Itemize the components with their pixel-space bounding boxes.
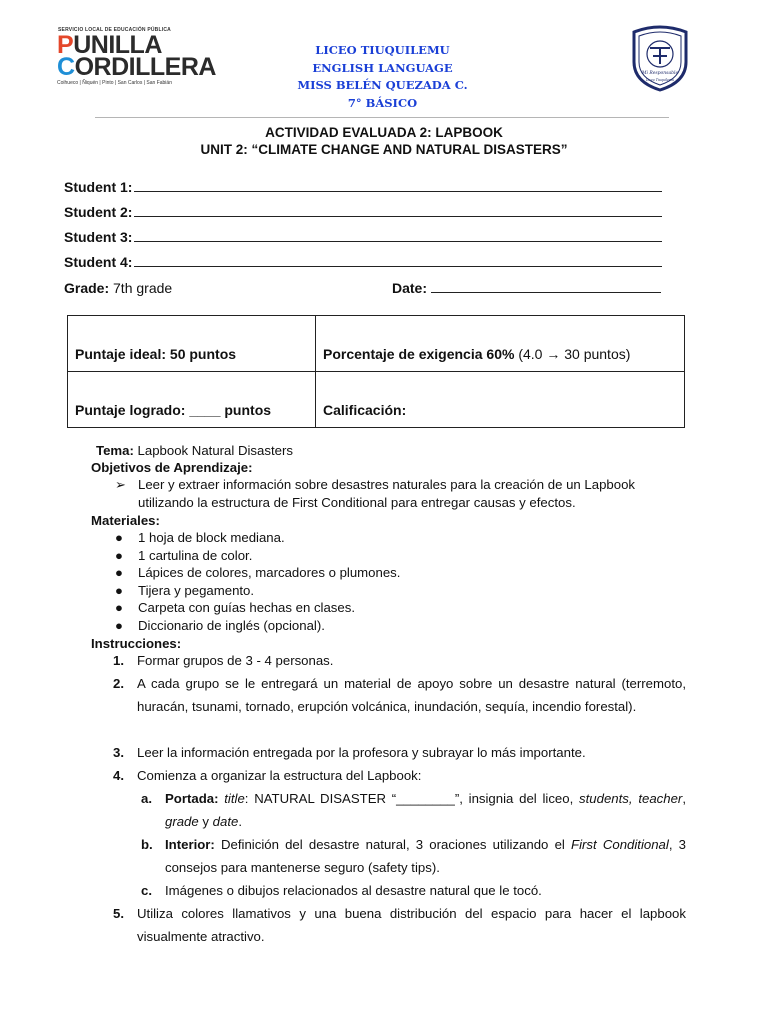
student-3-row	[64, 228, 662, 246]
y-word: y	[198, 813, 213, 829]
sub-text: Imágenes o dibujos relacionados al desastre natural que le tocó.	[165, 883, 542, 898]
portada-text: : NATURAL DISASTER “________”, insignia del liceo,	[244, 791, 580, 806]
logo-letter: L	[149, 53, 165, 81]
logo-letter: L	[129, 31, 145, 59]
ideal-score: Puntaje ideal: 50 puntos	[75, 345, 237, 362]
grade-value: 7th grade	[113, 280, 173, 296]
objetivos-item	[115, 476, 695, 512]
logo-letter: R	[180, 53, 199, 81]
instruction-text: A cada grupo se le entregará un material de apoyo sobre un desastre natural (terremoto, huracán, tsunami, tornado, erupción volcánica, inundación, sequía, incendio forestal).	[137, 676, 686, 714]
logo-letter: I	[128, 53, 136, 81]
material-text: 1 cartulina de color.	[138, 547, 253, 563]
teacher-name: MISS BELÉN QUEZADA C.	[297, 78, 468, 92]
logo-cordillera	[57, 55, 216, 79]
student-1-field[interactable]	[134, 179, 662, 192]
instruction-text: Leer la información entregada por la profesora y subrayar lo más importante.	[137, 745, 586, 760]
instruction-4b	[141, 834, 686, 880]
instruction-3	[113, 742, 686, 765]
material-text: Carpeta con guías hechas en clases.	[138, 600, 355, 615]
comma: ,	[682, 791, 686, 806]
objetivos-label: Objetivos de Aprendizaje:	[91, 460, 253, 475]
logo-letter: R	[93, 53, 112, 81]
score-table	[67, 315, 685, 428]
sub-number: a.	[141, 791, 152, 806]
achieved-score: Puntaje logrado: ____ puntos	[75, 401, 272, 418]
logo-letter: I	[108, 31, 115, 59]
title-word: title	[224, 791, 245, 806]
calificacion-label: Calificación:	[323, 401, 407, 418]
logo-letter: O	[74, 53, 94, 81]
sub-text	[165, 788, 686, 833]
grade-mark-cell[interactable]	[316, 372, 685, 428]
exigency-cell	[316, 316, 685, 372]
sub-text	[165, 834, 686, 879]
instruction-4c	[141, 880, 686, 903]
arrow-bullet-icon: ➢	[115, 477, 127, 492]
student-2-label: Student 2:	[64, 204, 133, 220]
instruction-1	[113, 650, 686, 673]
instruction-text: Utiliza colores llamativos y una buena distribución del espacio para hacer el lapbook visualmente atractivo.	[137, 906, 686, 944]
instruction-text: Formar grupos de 3 - 4 personas.	[137, 653, 334, 668]
instruction-number: 3.	[113, 745, 124, 760]
list-item	[109, 547, 689, 565]
date-word: date	[212, 813, 239, 829]
logo-agency-line: SERVICIO LOCAL DE EDUCACIÓN PÚBLICA	[58, 27, 171, 33]
student-3-field[interactable]	[134, 229, 662, 242]
logo-letter: C	[57, 53, 75, 81]
tema-value: Lapbook Natural Disasters	[133, 443, 293, 458]
school-header	[250, 42, 515, 112]
instruction-number: 4.	[113, 768, 124, 783]
material-text: 1 hoja de block mediana.	[138, 530, 285, 545]
student-2-field[interactable]	[134, 204, 662, 217]
material-text: Lápices de colores, marcadores o plumones.	[138, 565, 401, 580]
list-item	[109, 599, 689, 617]
exigency-detail: (4.0 → 30 puntos)	[514, 345, 631, 362]
logo-letter: L	[135, 53, 150, 81]
subject-name: ENGLISH LANGUAGE	[312, 60, 453, 75]
logo-letter: A	[144, 31, 162, 59]
student-4-row	[64, 253, 662, 271]
exigency-label: Porcentaje de exigencia 60%	[323, 345, 515, 362]
student-4-label: Student 4:	[64, 254, 133, 270]
logo-letter: N	[90, 31, 109, 59]
crest-motto: Mi Responsable	[641, 71, 679, 76]
sub-number: b.	[141, 837, 153, 852]
materiales-list	[109, 529, 689, 637]
list-item	[109, 582, 689, 600]
material-text: Diccionario de inglés (opcional).	[138, 617, 325, 633]
bullet-icon: ●	[115, 617, 123, 633]
date-field[interactable]	[431, 280, 661, 293]
students-word: students,	[579, 791, 633, 806]
sub-number: c.	[141, 883, 152, 898]
objetivos-line-1: Leer y extraer información sobre desastres naturales para la creación de un Lapbook	[138, 477, 636, 492]
activity-title: ACTIVIDAD EVALUADA 2: LAPBOOK	[265, 125, 503, 140]
grade-level: 7° BÁSICO	[347, 95, 418, 110]
student-1-row	[64, 178, 662, 196]
objetivos-line-2: utilizando la estructura de First Conditional para entregar causas y efectos.	[138, 494, 576, 510]
material-text: Tijera y pegamento.	[138, 582, 255, 598]
instruction-4	[113, 765, 686, 788]
student-3-label: Student 3:	[64, 229, 133, 245]
ideal-score-cell	[68, 316, 316, 372]
school-crest-icon	[628, 24, 692, 92]
instrucciones-label: Instrucciones:	[91, 636, 182, 651]
logo-letter: P	[57, 31, 74, 59]
tema-line	[96, 442, 293, 460]
instruction-text: Comienza a organizar la estructura del Lapbook:	[137, 768, 422, 783]
instruction-5	[113, 903, 686, 949]
logo-communes: Coihueco | Ñiquén | Pinto | San Carlos | San Fabián	[57, 80, 172, 86]
school-name: LICEO TIUQUILEMU	[315, 43, 450, 57]
student-2-row	[64, 203, 662, 221]
instruction-number: 1.	[113, 653, 124, 668]
instruction-number: 5.	[113, 906, 124, 921]
logo-letter: U	[73, 31, 91, 59]
tema-label: Tema:	[96, 443, 134, 458]
achieved-score-cell[interactable]	[68, 372, 316, 428]
bullet-icon: ●	[115, 530, 123, 545]
list-item	[109, 529, 689, 547]
bullet-icon: ●	[115, 582, 123, 598]
bullet-icon: ●	[115, 565, 123, 580]
grade-word: grade	[165, 813, 199, 829]
logo-letter: L	[114, 31, 130, 59]
portada-label: Portada:	[165, 791, 219, 806]
list-item	[109, 564, 689, 582]
list-item	[109, 617, 689, 635]
materiales-label: Materiales:	[91, 513, 160, 528]
instruction-number: 2.	[113, 676, 124, 691]
logo-letter: E	[164, 53, 181, 81]
first-conditional: First Conditional	[571, 837, 669, 852]
student-4-field[interactable]	[134, 254, 662, 267]
unit-title: UNIT 2: “CLIMATE CHANGE AND NATURAL DISASTERS”	[200, 142, 568, 157]
interior-label: Interior:	[165, 837, 215, 852]
instruction-4a	[141, 788, 686, 834]
logo-letter: D	[111, 53, 129, 81]
teacher-word: teacher	[638, 791, 683, 806]
interior-text-2: , 3 consejos para mantenerse seguro (safety tips).	[165, 837, 686, 875]
grade-date-row	[64, 279, 674, 297]
instruction-2	[113, 673, 686, 741]
date-label: Date:	[392, 280, 428, 296]
logo-letter: A	[198, 53, 216, 81]
crest-bottom: Liceo Tiuquilemu	[645, 78, 675, 82]
grade-label: Grade:	[64, 280, 110, 296]
bullet-icon: ●	[115, 547, 123, 563]
period: .	[238, 813, 242, 829]
student-1-label: Student 1:	[64, 179, 133, 195]
interior-text: Definición del desastre natural, 3 oraciones utilizando el	[214, 837, 572, 852]
header-divider	[95, 117, 669, 118]
bullet-icon: ●	[115, 600, 123, 615]
